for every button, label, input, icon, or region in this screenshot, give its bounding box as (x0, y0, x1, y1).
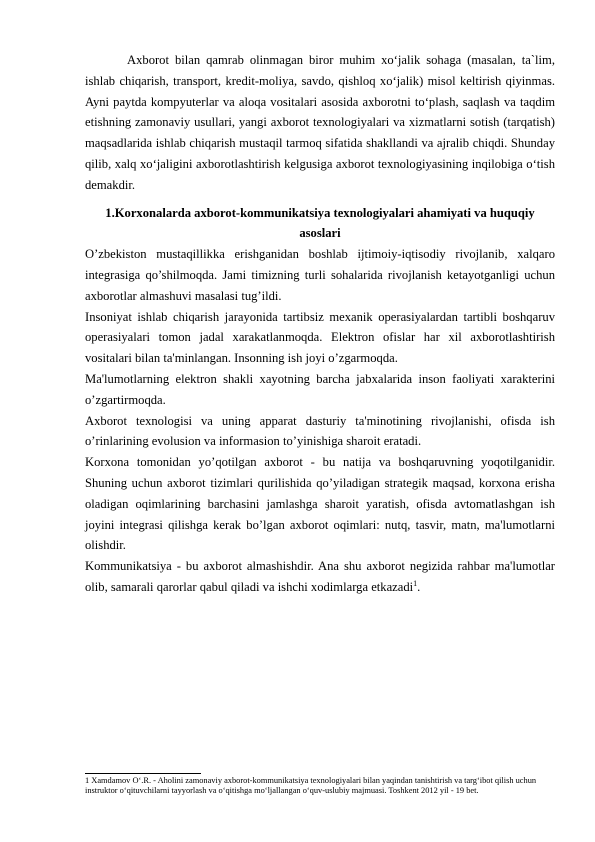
footnote-divider (85, 773, 201, 774)
body-paragraph-4: Axborot texnologisi va uning apparat dasturiy ta'minotining rivojlanishi, ofisda ish o’rinlarining evolusion va informasion to’yinishiga sharoit eratadi. (85, 413, 555, 449)
body-paragraph-2: Insoniyat ishlab chiqarish jarayonida tartibsiz mexanik operasiyalardan tartibli boshqaruv operasiyalari tomon jadal xarakatlanmoqda. Elektron ofislar har xil axborotlashtirish vositalari bilan ta'minlangan. Insonning ish joyi o’zgarmoqda. (85, 309, 555, 366)
last-paragraph-end: . (417, 579, 421, 594)
body-paragraph-5: Korxona tomonidan yo’qotilgan axborot - bu natija va boshqaruvning yoqotilganidir. Shuning uchun axborot tizimlari qurilishida qo’yiladigan strategik maqsad, korxona erisha oladigan oqimlarining barchasini jamlashga sharoit yaratish, ofisda avtomatlashgan ish joyini integrasi qilishga kerak bo’lgan axborot oqimlari: nutq, tasvir, matn, ma'lumotlarni olishdir. (85, 455, 555, 553)
document-page (85, 50, 555, 598)
last-paragraph-text: Kommunikatsiya - bu axborot almashishdir. Ana shu axborot negizida rahbar ma'lumotlar olib, samarali qarorlar qabul qiladi va ishchi xodimlarga etkazadi (85, 559, 555, 594)
footnote-text: 1 Xamdamov O‘.R. - Aholini zamonaviy axborot-kommunikatsiya texnologiyalari bilan yaqindan tanishtirish va targ‘ibot qilish uchun instruktor o‘qituvchilarni tayyorlash va o‘qitishga mo‘ljallangan o‘quv-uslubiy majmuasi. Toshkent 2012 yil - 19 bet. (85, 776, 537, 796)
footnote-marker[interactable]: 1 (413, 578, 418, 588)
body-paragraph-6 (85, 556, 555, 598)
intro-paragraph: Axborot bilan qamrab olinmagan biror muhim xo‘jalik sohaga (masalan, ta`lim, ishlab chiqarish, transport, kredit-moliya, savdo, qishloq xo‘jalik) misol keltirish qiyinmas. Ayni paytda kompyuterlar va aloqa vositalari asosida axborotni to‘plash, saqlash va taqdim etishning zamonaviy usullari, yangi axborot texnologiyalari va xizmatlarni sotish (tarqatish) maqsadlarida ishlab chiqarish mustaqil tarmoq sifatida shakllandi va ajralib chiqdi. Shunday qilib, xalq xo‘jaligini axborotlashtirish kelgusiga axborot texnologiyasining inqilobiga o‘tish demakdir. (85, 53, 555, 192)
body-paragraph-1: O’zbekiston mustaqillikka erishganidan boshlab ijtimoiy-iqtisodiy rivojlanib, xalqaro integrasiga qo’shilmoqda. Jami timizning turli sohalarida rivojlanish ketayotganligi uchun axborotlar almashuvi masalasi tug’ildi. (85, 247, 555, 303)
section-heading: 1.Korxonalarda axborot-kommunikatsiya texnologiyalari ahamiyati va huquqiy asoslari (105, 205, 535, 241)
body-paragraph-3: Ma'lumotlarning elektron shakli xayotning barcha jabxalarida inson faoliyati xarakterini o’zgartirmoqda. (85, 371, 555, 407)
